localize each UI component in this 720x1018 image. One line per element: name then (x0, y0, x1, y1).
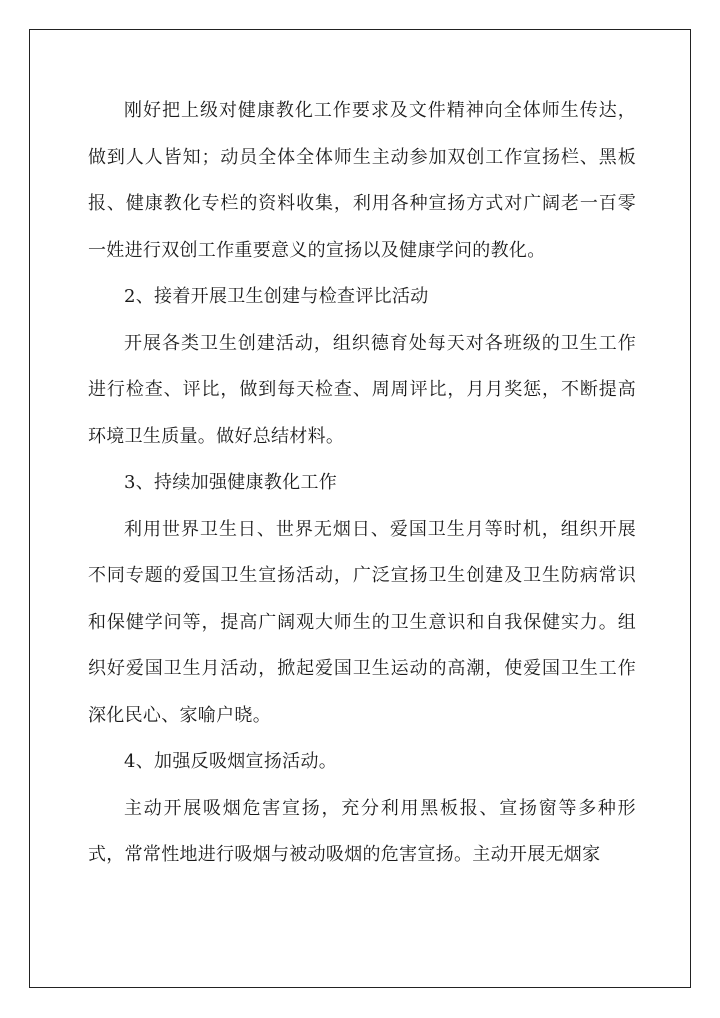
document-body (88, 88, 636, 879)
paragraph-anti-smoking: 主动开展吸烟危害宣扬，充分利用黑板报、宣扬窗等多种形式，常常性地进行吸烟与被动吸烟的危害宣扬。主动开展无烟家 (88, 797, 636, 865)
section-heading-4: 4、加强反吸烟宣扬活动。 (124, 751, 338, 772)
paragraph-intro: 刚好把上级对健康教化工作要求及文件精神向全体师生传达，做到人人皆知；动员全体全体师生主动参加双创工作宣扬栏、黑板报、健康教化专栏的资料收集，利用各种宣扬方式对广阔老一百零一姓进行双创工作重要意义的宣扬以及健康学问的教化。 (88, 100, 636, 261)
paragraph-hygiene-inspection: 开展各类卫生创建活动，组织德育处每天对各班级的卫生工作进行检查、评比，做到每天检查、周周评比，月月奖惩，不断提高环境卫生质量。做好总结材料。 (88, 332, 636, 447)
section-heading-2: 2、接着开展卫生创建与检查评比活动 (124, 286, 429, 307)
paragraph-health-education: 利用世界卫生日、世界无烟日、爱国卫生月等时机，组织开展不同专题的爱国卫生宣扬活动，广泛宣扬卫生创建及卫生防病常识和保健学问等，提高广阔观大师生的卫生意识和自我保健实力。组织好爱国卫生月活动，掀起爱国卫生运动的高潮，使爱国卫生工作深化民心、家喻户晓。 (88, 518, 636, 726)
section-heading-3: 3、持续加强健康教化工作 (124, 472, 338, 493)
